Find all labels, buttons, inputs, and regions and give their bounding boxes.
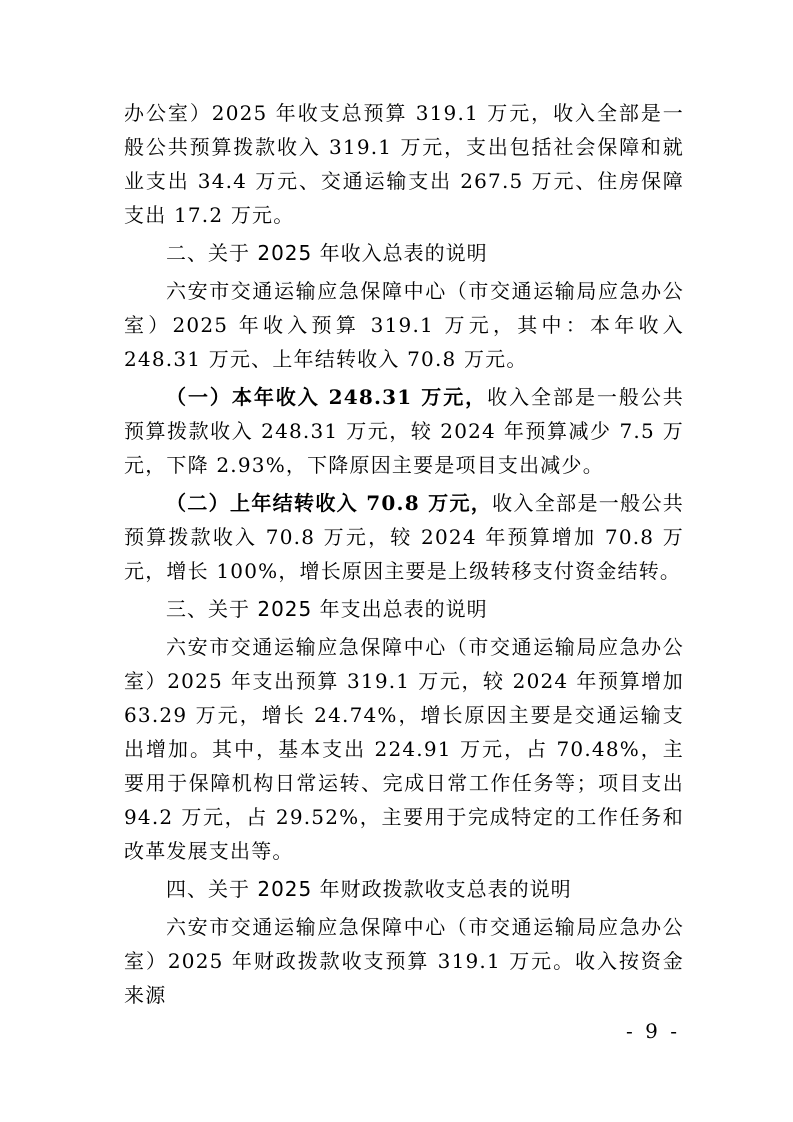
current-year-income-lead: （一）本年收入 248.31 万元， (166, 385, 488, 409)
section-heading-expenditure: 三、关于 2025 年支出总表的说明 (166, 597, 488, 621)
paragraph-income-overview: 六安市交通运输应急保障中心（市交通运输局应急办公室）2025 年收入预算 319.1 万元，其中：本年收入 248.31 万元、上年结转收入 70.8 万元。 (124, 279, 684, 371)
paragraph-budget-summary: 办公室）2025 年收支总预算 319.1 万元，收入全部是一般公共预算拨款收入 319.1 万元，支出包括社会保障和就业支出 34.4 万元、交通运输支出 267.5 万元、住房保障支出 17.2 万元。 (124, 101, 684, 227)
paragraph-fiscal-allocation: 六安市交通运输应急保障中心（市交通运输局应急办公室）2025 年财政拨款收支预算 319.1 万元。收入按资金来源 (124, 915, 684, 1007)
document-body (124, 96, 684, 1012)
section-heading-fiscal-allocation: 四、关于 2025 年财政拨款收支总表的说明 (166, 877, 572, 901)
paragraph-carryover-income (124, 486, 684, 588)
page-number: - 9 - (626, 1019, 680, 1043)
section-heading-income: 二、关于 2025 年收入总表的说明 (166, 241, 488, 265)
current-year-income-text: 收入全部是一般公共预算拨款收入 248.31 万元，较 2024 年预算减少 7.5 万元，下降 2.93%，下降原因主要是项目支出减少。 (124, 385, 684, 477)
paragraph-current-year-income (124, 380, 684, 482)
carryover-income-text: 收入全部是一般公共预算拨款收入 70.8 万元，较 2024 年预算增加 70.8 万元，增长 100%，增长原因主要是上级转移支付资金结转。 (124, 491, 684, 583)
paragraph-expenditure-overview: 六安市交通运输应急保障中心（市交通运输局应急办公室）2025 年支出预算 319.1 万元，较 2024 年预算增加 63.29 万元，增长 24.74%，增长原因主要是交通运输支出增加。其中，基本支出 224.91 万元，占 70.48%，主要用于保障机构日常运转、完成日常工作任务等；项目支出 94.2 万元，占 29.52%，主要用于完成特定的工作任务和改革发展支出等。 (124, 635, 684, 863)
carryover-income-lead: （二）上年结转收入 70.8 万元， (166, 491, 493, 515)
